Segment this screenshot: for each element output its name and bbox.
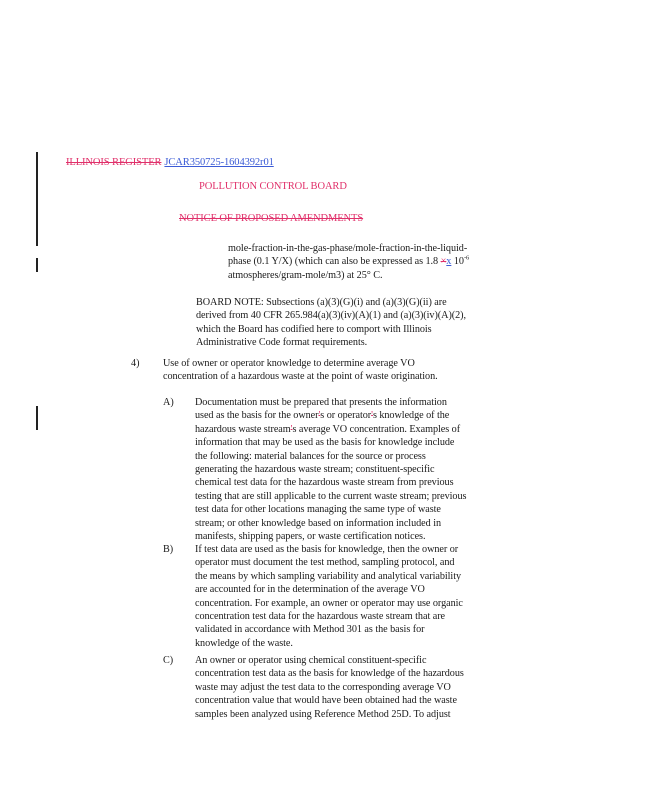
item-4-line-1: Use of owner or operator knowledge to determine average VO (163, 358, 415, 369)
item-a-line-7: chemical test data for the hazardous waste stream from previous (195, 477, 454, 489)
item-c-line-1: An owner or operator using chemical constituent-specific (195, 655, 427, 666)
item-a-line-6: generating the hazardous waste stream; constituent-specific (195, 464, 435, 476)
item-a-line-3-a: hazardous waste stream (195, 423, 291, 435)
register-inserted: JCAR350725-1604392r01 (164, 157, 274, 168)
item-a-line-1: Documentation must be prepared that presents the information (195, 397, 447, 408)
item-a-line-9: test data for other locations managing the same type of waste (195, 504, 441, 516)
board-note-line-2: derived from 40 CFR 265.984(a)(3)(iv)(A)(1) and (a)(3)(iv)(A)(2), (196, 310, 467, 322)
board-note (196, 296, 466, 350)
item-a-line-2-a: used as the basis for the owner (195, 410, 319, 422)
item-a-deleted-apostrophe-3: ' (290, 423, 293, 435)
item-b-line-8: knowledge of the waste. (195, 637, 293, 649)
item-a-deleted-apostrophe-2: ' (371, 410, 373, 422)
change-bar-2 (36, 258, 38, 272)
item-a-line-8: testing that are still applicable to the current waste stream; previous (195, 490, 467, 502)
change-bar-1 (36, 152, 38, 246)
item-a-line-3-b: s average VO concentration. Examples of (292, 423, 461, 435)
item-b-line-1: If test data are used as the basis for knowledge, then the owner or (195, 544, 459, 555)
board-note-line-3: which the Board has codified here to comport with Illinois (196, 323, 432, 335)
notice-title: NOTICE OF PROPOSED AMENDMENTS (179, 213, 364, 224)
item-a-text (195, 396, 466, 543)
inserted-x: x (446, 256, 452, 268)
item-4-text (163, 357, 438, 384)
item-b-marker: B) (163, 544, 174, 555)
item-a-marker: A) (163, 397, 174, 408)
item-c-text (195, 654, 464, 721)
para-a-line-2-text: phase (0.1 Y/X) (which can also be expressed as 1.8 (228, 256, 441, 268)
item-b-text (195, 543, 463, 650)
para-a-ten: 10 (451, 256, 464, 268)
item-c-line-2: concentration test data as the basis for knowledge of the hazardous (195, 668, 464, 680)
item-a-line-4: information that may be used as the basis for knowledge include (195, 437, 455, 449)
item-c-line-5: samples been analyzed using Reference Method 25D. To adjust (195, 708, 451, 720)
item-a-line-2-b: s or operator (320, 410, 372, 422)
para-a-line-1: mole-fraction-in-the-gas-phase/mole-fraction-in-the-liquid- (228, 243, 468, 254)
item-b-line-7: validated in accordance with Method 301 as the basis for (195, 624, 425, 636)
para-a-exponent: -6 (463, 255, 470, 263)
item-c-line-4: concentration value that would have been obtained had the waste (195, 695, 457, 707)
register-header (66, 157, 274, 168)
para-a-line-2 (228, 255, 469, 268)
register-deleted: ILLINOIS REGISTER (66, 157, 162, 168)
item-a-line-2 (195, 409, 466, 422)
item-c-marker: C) (163, 655, 174, 666)
item-a-line-10: stream; or other knowledge based on information included in (195, 517, 442, 529)
item-a-line-11: manifests, shipping papers, or waste certification notices. (195, 531, 426, 543)
board-note-line-4: Administrative Code format requirements. (196, 337, 368, 349)
item-b-line-6: concentration test data for the hazardous waste stream that are (195, 611, 446, 623)
board-title: POLLUTION CONTROL BOARD (199, 181, 347, 192)
mole-fraction-paragraph (228, 242, 469, 282)
item-a-deleted-apostrophe-1: ' (318, 410, 321, 422)
item-c-line-3: waste may adjust the test data to the corresponding average VO (195, 681, 451, 693)
item-b-line-5: concentration. For example, an owner or operator may use organic (195, 597, 463, 609)
para-a-line-3: atmospheres/gram-mole/m3) at 25° C. (228, 269, 383, 281)
change-bar-3 (36, 406, 38, 430)
item-a-line-2-c: s knowledge of the (372, 410, 450, 422)
item-b-line-4: are accounted for in the determination of the average VO (195, 584, 425, 596)
board-note-line-1: BOARD NOTE: Subsections (a)(3)(G)(i) and (a)(3)(G)(ii) are (196, 297, 447, 308)
item-4-line-2: concentration of a hazardous waste at the point of waste origination. (163, 371, 438, 383)
item-4-marker: 4) (131, 358, 140, 369)
deleted-times-sign: × (440, 256, 447, 268)
item-a-line-5: the following: material balances for the source or process (195, 450, 426, 462)
item-a-line-3 (195, 423, 466, 436)
item-b-line-3: the means by which sampling variability and analytical variability (195, 570, 462, 582)
item-b-line-2: operator must document the test method, sampling protocol, and (195, 557, 455, 569)
